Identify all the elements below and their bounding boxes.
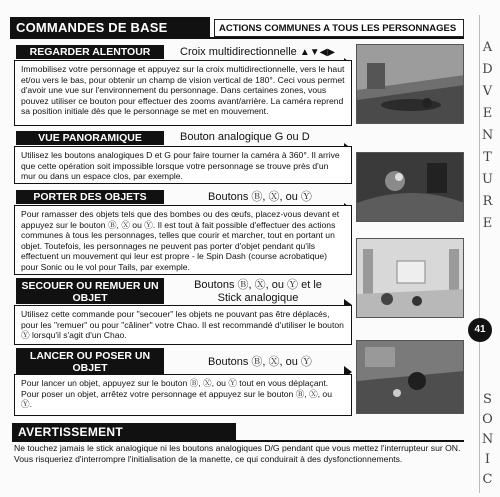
section-header-subtitle: ACTIONS COMMUNES A TOUS LES PERSONNAGES (214, 19, 464, 37)
brand-letter: S (483, 392, 493, 407)
side-rule (479, 15, 480, 493)
brand-letter: C (482, 472, 494, 487)
header-rule (10, 37, 464, 39)
section-body-look-around (14, 60, 352, 126)
section-title-shake: SECOUER OU REMUER UN OBJET (16, 278, 164, 304)
section-title-throw: LANCER OU POSER UN OBJET (16, 348, 164, 374)
section-control-panoramic: Bouton analogique G ou D (180, 131, 310, 143)
section-body-carry (14, 205, 352, 275)
screenshot-throw-object (356, 340, 464, 414)
section-body-throw (14, 374, 352, 416)
brand-letter: E (482, 106, 494, 121)
section-title-look-around: REGARDER ALENTOUR (16, 45, 164, 59)
section-title-carry: PORTER DES OBJETS (16, 190, 164, 204)
section-title-panoramic: VUE PANORAMIQUE (16, 131, 164, 145)
page-number: 41 (468, 318, 492, 342)
brand-letter: V (482, 84, 494, 99)
brand-letter: U (482, 172, 494, 187)
control-label: Croix multidirectionnelle (180, 46, 297, 58)
section-control-carry: Boutons Ⓑ, Ⓧ, ou Ⓨ (208, 191, 312, 203)
section-text: Utilisez les boutons analogiques D et G pour faire tourner la caméra à 360°. Il arrive que cette opération soit impossible lorsque votre personnage se trouve près d'un mur ou dans un espace clos, par exemple. (21, 150, 340, 182)
section-body-shake (14, 305, 352, 345)
section-control-shake: Boutons Ⓑ, Ⓧ, ou Ⓨ et le Stick analogique (194, 279, 322, 304)
section-text: Immobilisez votre personnage et appuyez sur la croix multidirectionnelle, vers le haut et/ou vers le bas, pour obtenir un champ de vision vertical de 180°. Ceci vous permet d'avoir une vue sur l'environnement du personnage. Dans certaines zones, vous pouvez utiliser ce bouton pour effectuer des zooms avant/arrière. La caméra reprend sa position initiale dès que le personnage se met en mouvement. (21, 64, 345, 117)
section-header-title: COMMANDES DE BASE (10, 17, 210, 37)
warning-title: AVERTISSEMENT (12, 423, 236, 440)
brand-letter: N (481, 432, 495, 447)
section-text: Pour lancer un objet, appuyez sur le bouton Ⓑ, Ⓧ, ou Ⓨ tout en vous déplaçant. Pour poser un objet, arrêtez votre personnage et appuyez sur le bouton Ⓑ, Ⓧ, ou Ⓨ. (21, 378, 332, 410)
screenshot-shake-object (356, 238, 464, 318)
screenshot-look-around (356, 44, 464, 124)
brand-letter: T (483, 150, 493, 165)
warning-rule (12, 440, 464, 442)
section-text: Utilisez cette commande pour "secouer" les objets ne pouvant pas être déplacés, pour les "remuer" ou pour "câliner" votre Chao. Il est recommandé d'utiliser le bouton Ⓨ lorsqu'il s'agit d'un Chao. (21, 309, 344, 341)
brand-letter: O (482, 412, 494, 427)
section-control-look-around (180, 46, 335, 59)
brand-letter: R (482, 194, 494, 209)
brand-letter: N (481, 128, 495, 143)
brand-letter: I (484, 452, 492, 467)
section-text: Pour ramasser des objets tels que des bombes ou des œufs, placez-vous devant et appuyez sur le bouton Ⓑ, Ⓧ ou Ⓨ. Il est tout à fait possible d'effectuer des actions communes à tous les personnages, telles que courir et marcher, tout en portant un objet. Toutefois, les personnages ne peuvent pas porter d'objet pendant qu'ils effectuent un mouvement qui leur est propre - le Spin Dash (course acrobatique) pour Sonic ou le vol pour Tails, par exemple. (21, 209, 340, 272)
brand-letter: D (482, 62, 494, 77)
screenshot-carry-object (356, 152, 464, 222)
section-body-panoramic (14, 146, 352, 184)
brand-letter: A (482, 40, 494, 55)
dpad-arrows-icon: ▲▼◀▶ (299, 47, 336, 58)
section-control-throw: Boutons Ⓑ, Ⓧ, ou Ⓨ (208, 356, 312, 368)
warning-text: Ne touchez jamais le stick analogique ni les boutons analogiques D/G pendant que vous mettez l'interrupteur sur ON. Vous risqueriez d'interrompre l'initialisation de la manette, ce qui conduirait à des dysfonctionnements. (14, 443, 461, 464)
brand-letter: E (482, 216, 494, 231)
